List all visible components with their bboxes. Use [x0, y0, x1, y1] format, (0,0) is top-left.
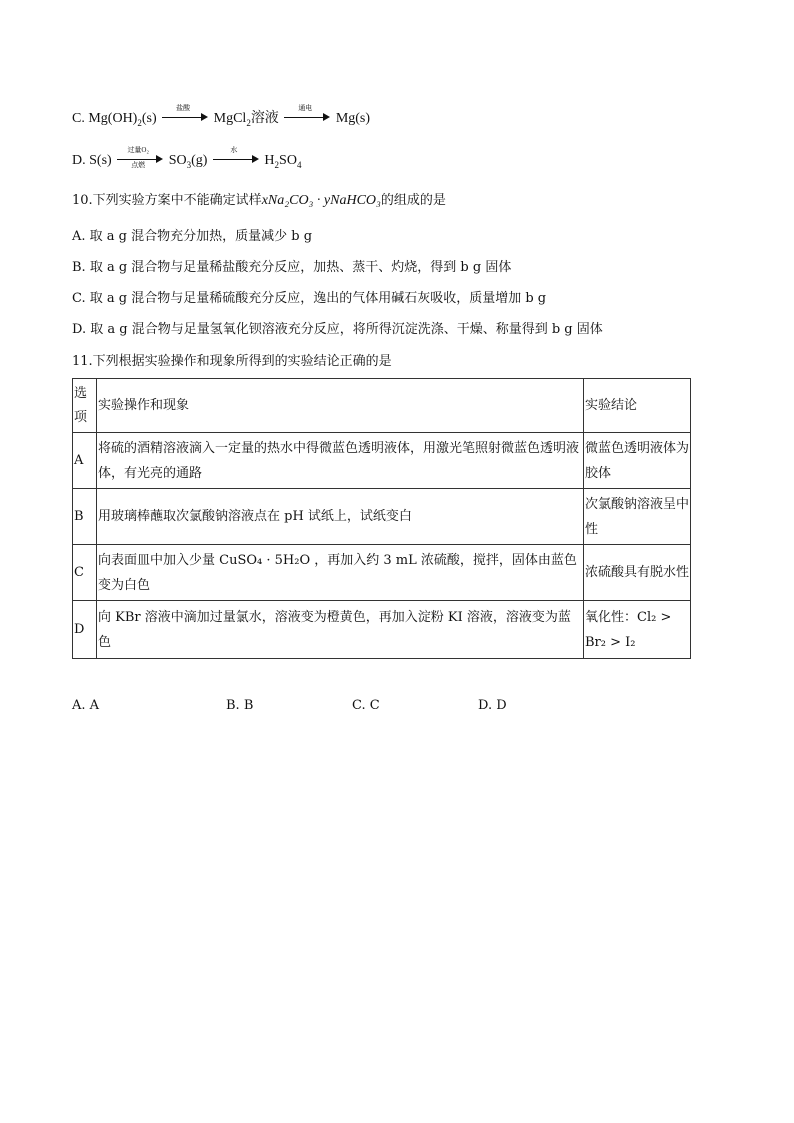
arrow-label: 通电 — [298, 104, 313, 112]
intermediate: MgCl — [213, 111, 247, 126]
row-option: A — [73, 433, 97, 489]
answer-d[interactable]: D. D — [478, 698, 507, 713]
subscript: 4 — [296, 159, 302, 170]
table-row — [73, 601, 691, 659]
table-row — [73, 489, 691, 545]
q10-option-d: D. 取 a g 混合物与足量氢氧化钡溶液充分反应，将所得沉淀洗涤、干燥、称量得到 b g 固体 — [72, 322, 603, 337]
row-conclusion: 次氯酸钠溶液呈中性 — [584, 489, 691, 545]
experiment-table — [72, 378, 691, 659]
table-row — [73, 545, 691, 601]
option-letter: C. — [72, 111, 85, 126]
product: Mg(s) — [335, 111, 371, 126]
arrow-label: 水 — [230, 146, 238, 154]
answer-b[interactable]: B. B — [226, 698, 254, 713]
reaction-arrow — [284, 104, 330, 122]
question-11-stem: 11.下列根据实验操作和现象所得到的实验结论正确的是 — [72, 354, 392, 369]
header-operation: 实验操作和现象 — [97, 379, 584, 433]
row-option: C — [73, 545, 97, 601]
reaction-arrow — [213, 146, 259, 164]
subscript: 2 — [246, 117, 251, 128]
subscript: 2 — [137, 117, 142, 128]
table-row — [73, 433, 691, 489]
product: H — [264, 153, 275, 168]
row-conclusion: 浓硫酸具有脱水性 — [584, 545, 691, 601]
stem-text: 10.下列实验方案中不能确定试样 — [72, 193, 262, 208]
header-conclusion: 实验结论 — [584, 379, 691, 433]
intermediate: SO — [168, 153, 187, 168]
header-option: 选项 — [73, 379, 97, 433]
answer-a[interactable]: A. A — [72, 698, 100, 713]
subscript: 2 — [274, 159, 280, 170]
q10-option-b: B. 取 a g 混合物与足量稀盐酸充分反应，加热、蒸干、灼烧，得到 b g 固体 — [72, 260, 512, 275]
question-10-stem — [72, 192, 446, 210]
formula: xNa₂CO₃ · yNaHCO₃ — [261, 193, 381, 208]
option-d-prev — [72, 146, 302, 174]
reaction-arrow — [117, 146, 163, 169]
row-operation: 向 KBr 溶液中滴加过量氯水，溶液变为橙黄色，再加入淀粉 KI 溶液，溶液变为蓝色 — [97, 601, 584, 659]
row-conclusion: 微蓝色透明液体为胶体 — [584, 433, 691, 489]
option-c-prev — [72, 104, 371, 132]
row-operation: 向表面皿中加入少量 CuSO₄ · 5H₂O ，再加入约 3 mL 浓硫酸，搅拌，固体由蓝色变为白色 — [97, 545, 584, 601]
reaction-arrow — [162, 104, 208, 122]
row-operation: 用玻璃棒蘸取次氯酸钠溶液点在 pH 试纸上，试纸变白 — [97, 489, 584, 545]
table-header-row — [73, 379, 691, 433]
arrow-label: 盐酸 — [176, 104, 191, 112]
arrow-label-below: 点燃 — [131, 161, 146, 169]
row-option: B — [73, 489, 97, 545]
reactant: Mg(OH) — [88, 111, 138, 126]
answer-c[interactable]: C. C — [352, 698, 380, 713]
suffix: 溶液 — [250, 111, 279, 126]
row-conclusion: 氧化性：Cl₂ > Br₂ > I₂ — [584, 601, 691, 659]
product-part: SO — [279, 153, 297, 168]
row-option: D — [73, 601, 97, 659]
state: (g) — [191, 153, 208, 168]
subscript: 3 — [186, 159, 192, 170]
q10-option-c: C. 取 a g 混合物与足量稀硫酸充分反应，逸出的气体用碱石灰吸收，质量增加 b g — [72, 291, 547, 306]
option-letter: D. — [72, 153, 86, 168]
stem-text: 的组成的是 — [380, 193, 446, 208]
row-operation: 将硫的酒精溶液滴入一定量的热水中得微蓝色透明液体，用激光笔照射微蓝色透明液体，有光亮的通路 — [97, 433, 584, 489]
reactant: S(s) — [89, 153, 112, 168]
arrow-label: 过量O₂ — [127, 146, 149, 154]
q10-option-a: A. 取 a g 混合物充分加热，质量减少 b g — [72, 229, 313, 244]
state: (s) — [141, 111, 157, 126]
